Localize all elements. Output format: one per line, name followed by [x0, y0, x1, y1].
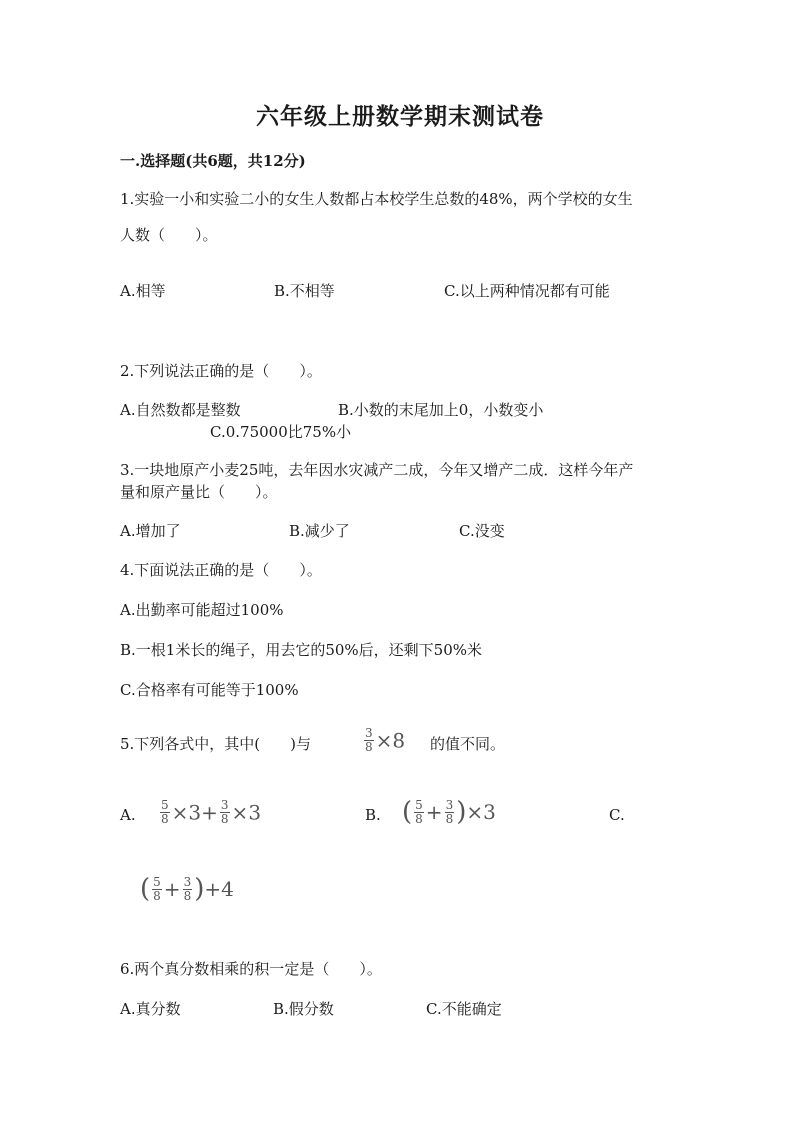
q6-option-b: B.假分数	[273, 1000, 334, 1018]
q5-option-a-expression: $\frac{5}{8}$ ×3+ $\frac{3}{8}$ ×3	[161, 798, 262, 826]
section-heading: 一.选择题(共6题，共12分)	[120, 152, 306, 170]
q1-option-c: C.以上两种情况都有可能	[444, 282, 610, 300]
q1-stem-line2: 人数（ ）。	[120, 226, 218, 244]
q2-option-b: B.小数的末尾加上0，小数变小	[338, 401, 544, 419]
q5-option-c-label: C.	[609, 806, 625, 824]
q6-option-c: C.不能确定	[426, 1000, 502, 1018]
q5-option-a-label: A.	[120, 806, 136, 824]
q1-option-b: B.不相等	[274, 282, 335, 300]
q2-stem: 2.下列说法正确的是（ ）。	[120, 362, 322, 380]
q5-expression: $\frac{3}{8}$ ×8	[365, 726, 406, 754]
q4-stem: 4.下面说法正确的是（ ）。	[120, 561, 322, 579]
q3-option-c: C.没变	[459, 522, 505, 540]
q4-option-a: A.出勤率可能超过100%	[120, 601, 284, 619]
q5-option-b-expression: ( $\frac{5}{8}$ + $\frac{3}{8}$ )×3	[402, 797, 496, 827]
q2-option-a: A.自然数都是整数	[120, 401, 241, 419]
q5-option-b-label: B.	[365, 806, 381, 824]
page-title: 六年级上册数学期末测试卷	[256, 103, 544, 130]
q1-option-a: A.相等	[120, 282, 166, 300]
q3-stem-line1: 3.一块地原产小麦25吨，去年因水灾减产二成，今年又增产二成．这样今年产	[120, 461, 634, 479]
q6-option-a: A.真分数	[120, 1000, 181, 1018]
q3-option-a: A.增加了	[120, 522, 181, 540]
q3-stem-line2: 量和原产量比（ ）。	[120, 483, 278, 501]
q4-option-b: B.一根1米长的绳子，用去它的50%后，还剩下50%米	[120, 641, 483, 659]
q5-stem-after: 的值不同。	[430, 735, 506, 753]
q1-stem-line1: 1.实验一小和实验二小的女生人数都占本校学生总数的48%，两个学校的女生	[120, 190, 633, 208]
fraction-3-8: $\frac{3}{8}$	[365, 726, 373, 754]
q4-option-c: C.合格率有可能等于100%	[120, 681, 299, 699]
q5-option-c-expression: ( $\frac{5}{8}$ + $\frac{3}{8}$ )+4	[140, 874, 234, 904]
q5-stem-before: 5.下列各式中，其中( )与	[120, 735, 312, 753]
q3-option-b: B.减少了	[289, 522, 350, 540]
q6-stem: 6.两个真分数相乘的积一定是（ ）。	[120, 960, 382, 978]
q2-option-c: C.0.75000比75%小	[210, 423, 352, 441]
